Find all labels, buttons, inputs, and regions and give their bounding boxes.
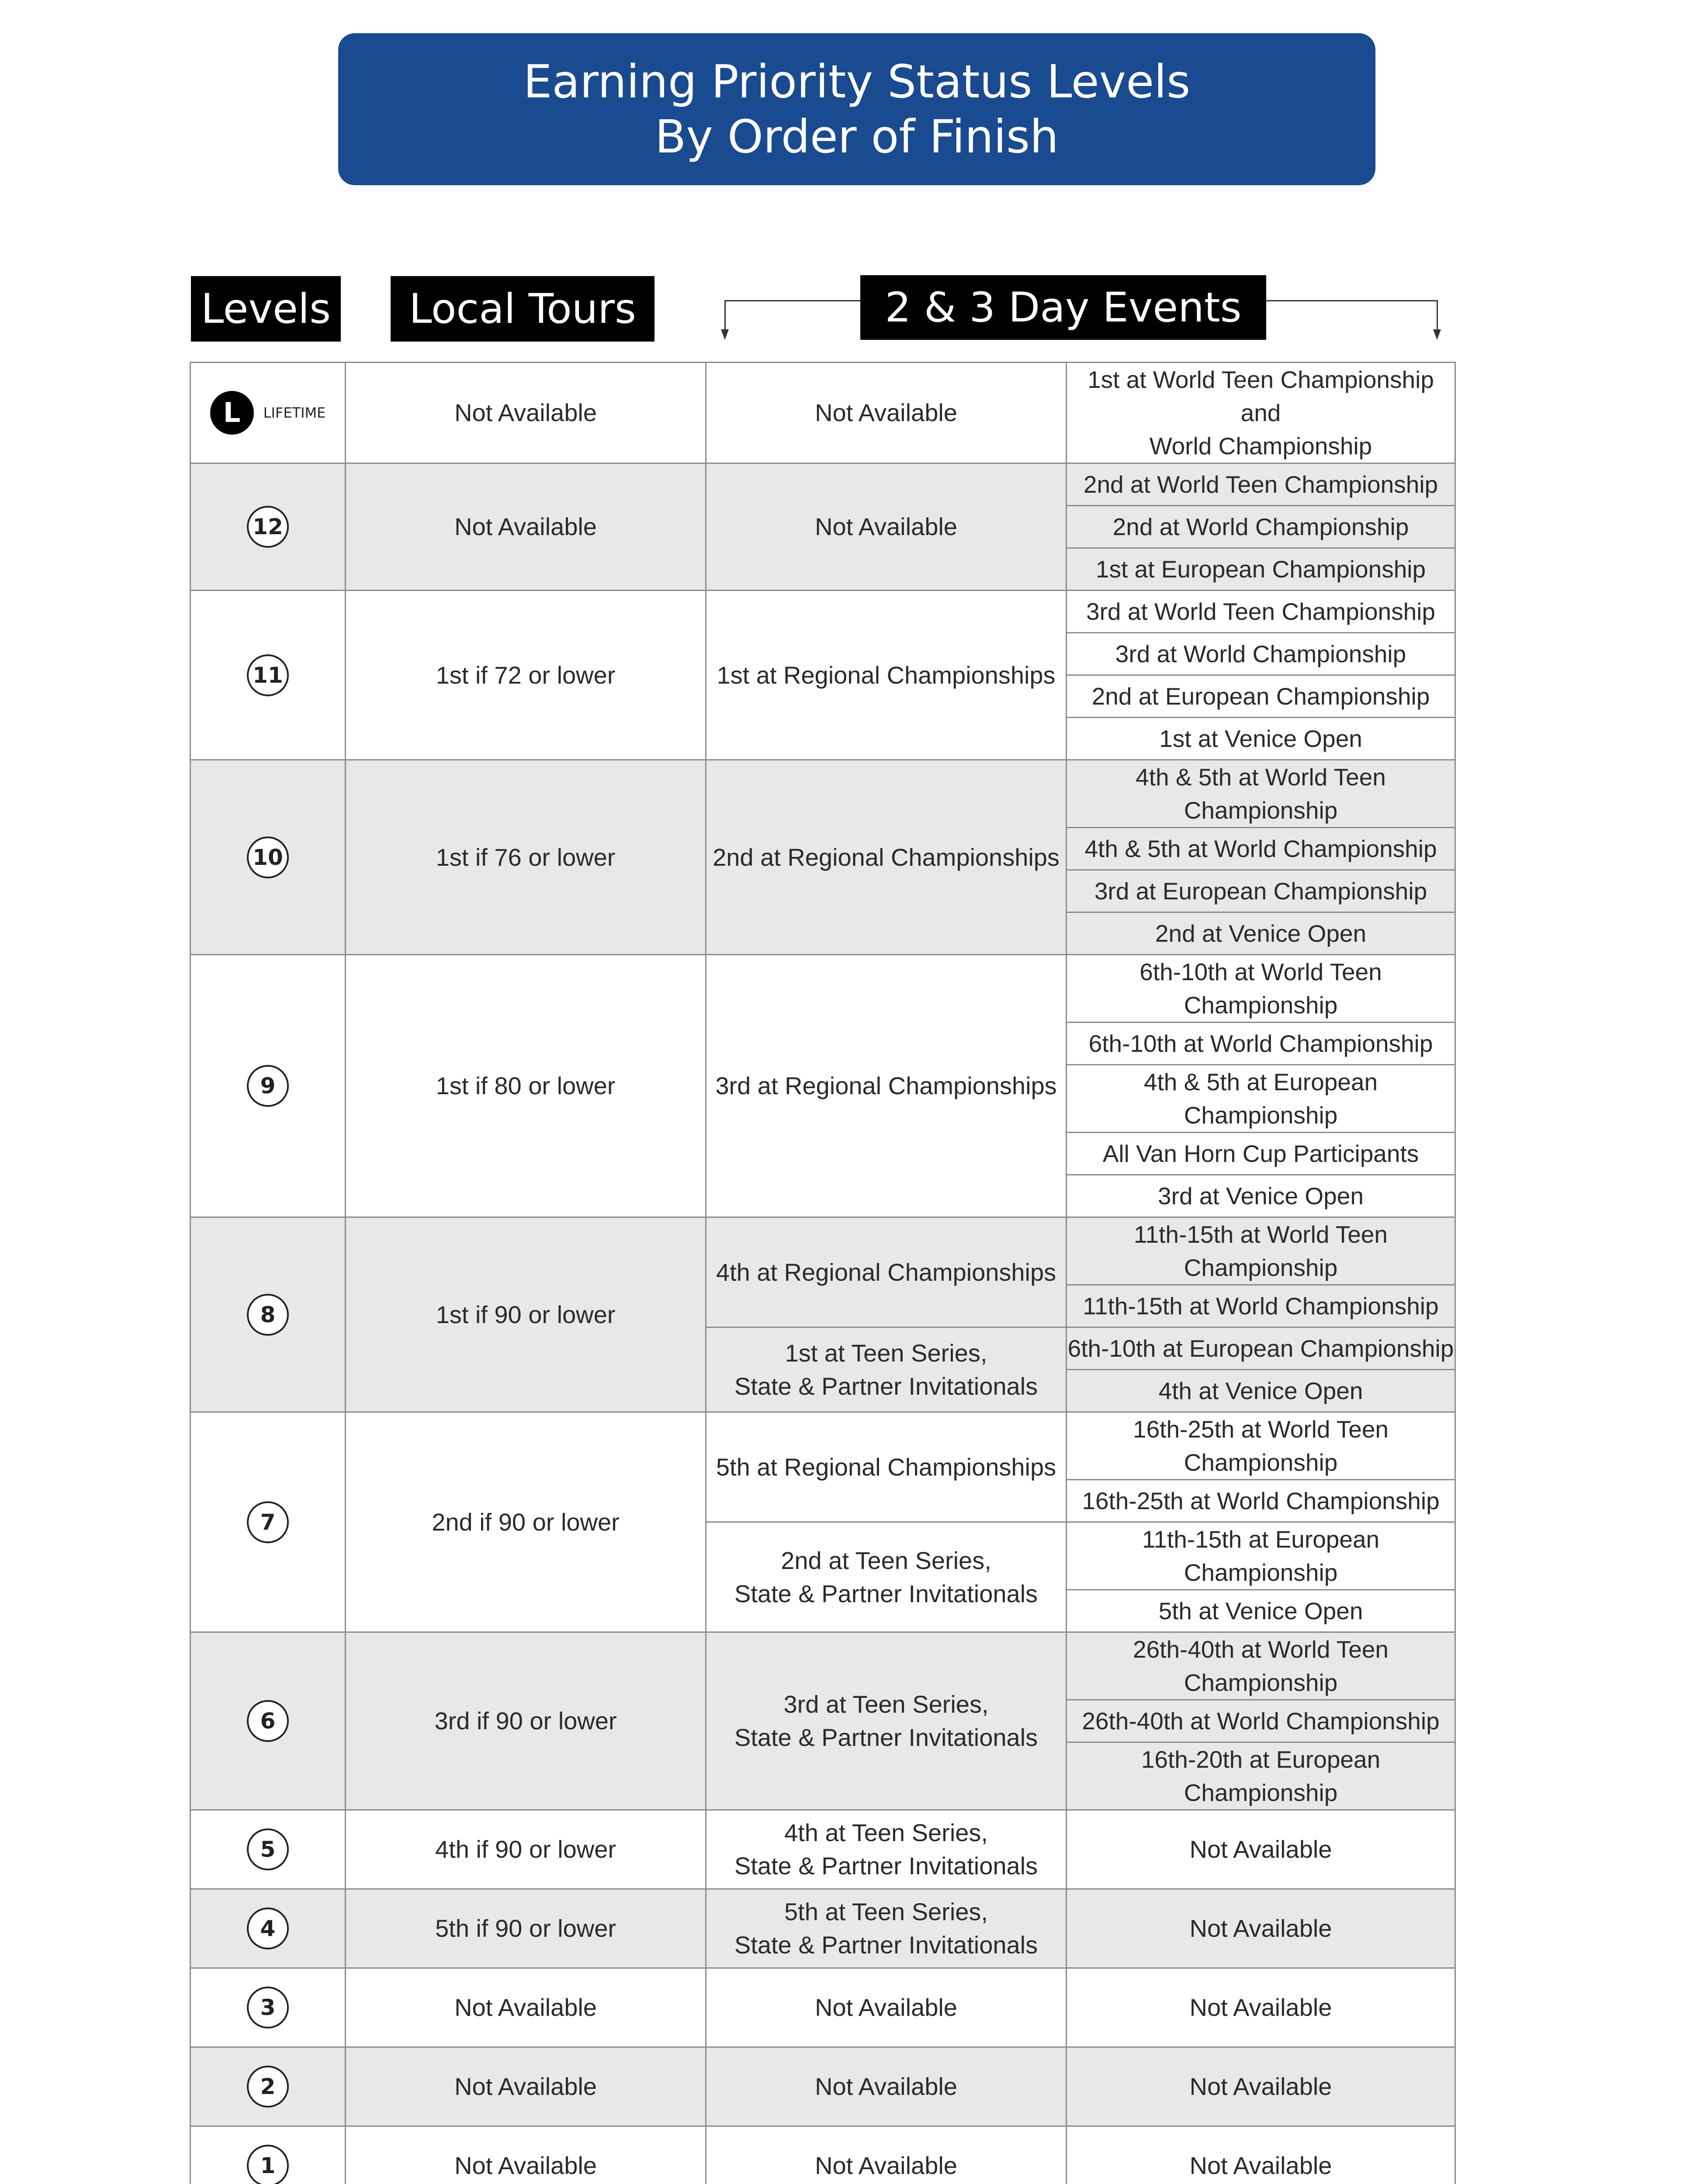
world-line: World Championship: [1067, 429, 1455, 463]
regional-cell: [706, 1810, 1067, 1889]
bracket-right-drop: [1437, 300, 1438, 330]
table-row: [190, 463, 1455, 506]
regional-cell: 3rd at Regional Championships: [706, 955, 1067, 1217]
level-cell: [190, 463, 346, 591]
priority-status-table: [190, 362, 1456, 2184]
lifetime-badge: [210, 391, 326, 435]
local-tours-cell: Not Available: [346, 363, 706, 463]
world-cell: 11th-15th at European Championship: [1067, 1522, 1455, 1590]
local-tours-cell: 3rd if 90 or lower: [346, 1632, 706, 1810]
page-title: [338, 33, 1375, 185]
world-cell: 6th-10th at European Championship: [1067, 1327, 1455, 1370]
world-cell: [1067, 363, 1455, 463]
level-cell: [190, 591, 346, 760]
table-row: [190, 1217, 1455, 1285]
local-tours-cell: 1st if 76 or lower: [346, 760, 706, 955]
regional-line: State & Partner Invitationals: [707, 1370, 1066, 1403]
world-cell: Not Available: [1067, 1810, 1455, 1889]
world-cell: 6th-10th at World Teen Championship: [1067, 955, 1455, 1023]
regional-line: State & Partner Invitationals: [707, 1721, 1066, 1754]
world-cell: Not Available: [1067, 1889, 1455, 1968]
local-tours-cell: 2nd if 90 or lower: [346, 1412, 706, 1632]
level-2-icon: 2: [247, 2066, 289, 2108]
world-line: 1st at World Teen Championship and: [1067, 363, 1455, 429]
regional-line: State & Partner Invitationals: [707, 1577, 1066, 1610]
local-tours-cell: 1st if 80 or lower: [346, 955, 706, 1217]
world-cell: 3rd at World Championship: [1067, 633, 1455, 675]
regional-cell: 1st at Regional Championships: [706, 591, 1067, 760]
world-cell: 26th-40th at World Teen Championship: [1067, 1632, 1455, 1700]
level-cell: [190, 955, 346, 1217]
regional-cell: Not Available: [706, 2047, 1067, 2126]
table-row: [190, 1412, 1455, 1480]
level-cell: [190, 1632, 346, 1810]
table-row: [190, 955, 1455, 1023]
world-cell: 16th-20th at European Championship: [1067, 1742, 1455, 1810]
world-cell: 4th & 5th at World Teen Championship: [1067, 760, 1455, 828]
header-local-tours: Local Tours: [391, 276, 655, 342]
level-3-icon: 3: [247, 1987, 289, 2028]
level-cell: [190, 1889, 346, 1968]
regional-cell: Not Available: [706, 2126, 1067, 2184]
local-tours-cell: Not Available: [346, 2126, 706, 2184]
lifetime-label: LIFETIME: [263, 396, 326, 429]
regional-line: 2nd at Teen Series,: [707, 1544, 1066, 1577]
regional-line: 5th at Teen Series,: [707, 1895, 1066, 1928]
regional-line: 3rd at Teen Series,: [707, 1688, 1066, 1721]
title-line-2: By Order of Finish: [338, 109, 1375, 164]
table-row: [190, 1889, 1455, 1968]
table-row: [190, 2047, 1455, 2126]
world-cell: 11th-15th at World Championship: [1067, 1285, 1455, 1327]
header-events: 2 & 3 Day Events: [860, 275, 1266, 340]
world-cell: 4th & 5th at World Championship: [1067, 828, 1455, 870]
bracket-right-line: [1266, 300, 1437, 301]
world-cell: 1st at European Championship: [1067, 548, 1455, 591]
world-cell: 16th-25th at World Championship: [1067, 1480, 1455, 1522]
bracket-left-line: [724, 300, 860, 301]
local-tours-cell: Not Available: [346, 463, 706, 591]
bracket-left-drop: [724, 300, 726, 330]
bracket-right-arrow-icon: [1433, 329, 1441, 340]
world-cell: 2nd at European Championship: [1067, 675, 1455, 718]
level-1-icon: 1: [247, 2145, 289, 2184]
world-cell: 3rd at Venice Open: [1067, 1175, 1455, 1217]
world-cell: Not Available: [1067, 2126, 1455, 2184]
world-cell: 16th-25th at World Teen Championship: [1067, 1412, 1455, 1480]
world-cell: 3rd at European Championship: [1067, 870, 1455, 912]
level-9-icon: 9: [247, 1065, 289, 1107]
table-row: [190, 1968, 1455, 2047]
regional-line: 1st at Teen Series,: [707, 1337, 1066, 1370]
level-6-icon: 6: [247, 1700, 289, 1742]
level-5-icon: 5: [247, 1828, 289, 1870]
world-cell: 3rd at World Teen Championship: [1067, 591, 1455, 633]
world-cell: 6th-10th at World Championship: [1067, 1023, 1455, 1065]
level-cell: [190, 760, 346, 955]
title-line-1: Earning Priority Status Levels: [338, 54, 1375, 109]
regional-line: State & Partner Invitationals: [707, 1928, 1066, 1962]
table-row: [190, 1632, 1455, 1700]
level-cell: [190, 1217, 346, 1412]
header-levels: Levels: [191, 276, 341, 342]
local-tours-cell: 1st if 72 or lower: [346, 591, 706, 760]
world-cell: 1st at Venice Open: [1067, 718, 1455, 760]
regional-cell: [706, 1632, 1067, 1810]
regional-cell: Not Available: [706, 363, 1067, 463]
regional-cell: [706, 1522, 1067, 1632]
world-cell: 2nd at World Championship: [1067, 506, 1455, 548]
level-11-icon: 11: [247, 654, 289, 696]
world-cell: 11th-15th at World Teen Championship: [1067, 1217, 1455, 1285]
local-tours-cell: Not Available: [346, 1968, 706, 2047]
world-cell: 4th & 5th at European Championship: [1067, 1065, 1455, 1133]
table-row: [190, 1810, 1455, 1889]
regional-cell: [706, 1327, 1067, 1412]
level-cell: [190, 2126, 346, 2184]
level-4-icon: 4: [247, 1908, 289, 1949]
world-cell: 2nd at World Teen Championship: [1067, 463, 1455, 506]
world-cell: Not Available: [1067, 2047, 1455, 2126]
regional-cell: [706, 1889, 1067, 1968]
level-7-icon: 7: [247, 1501, 289, 1543]
level-10-icon: 10: [247, 836, 289, 878]
level-cell: [190, 2047, 346, 2126]
regional-line: 4th at Teen Series,: [707, 1816, 1066, 1849]
regional-cell: Not Available: [706, 1968, 1067, 2047]
regional-line: State & Partner Invitationals: [707, 1849, 1066, 1883]
level-cell: [190, 1412, 346, 1632]
regional-cell: 4th at Regional Championships: [706, 1217, 1067, 1327]
level-12-icon: 12: [247, 506, 289, 548]
level-cell: [190, 1810, 346, 1889]
table-row: [190, 591, 1455, 633]
world-cell: 5th at Venice Open: [1067, 1590, 1455, 1632]
bracket-left-arrow-icon: [721, 329, 729, 340]
level-cell: [190, 363, 346, 463]
level-8-icon: 8: [247, 1294, 289, 1336]
world-cell: Not Available: [1067, 1968, 1455, 2047]
world-cell: 2nd at Venice Open: [1067, 912, 1455, 955]
lifetime-l-icon: L: [210, 391, 254, 435]
table-row: [190, 363, 1455, 463]
regional-cell: Not Available: [706, 463, 1067, 591]
level-cell: [190, 1968, 346, 2047]
local-tours-cell: 5th if 90 or lower: [346, 1889, 706, 1968]
regional-cell: 5th at Regional Championships: [706, 1412, 1067, 1522]
world-cell: All Van Horn Cup Participants: [1067, 1133, 1455, 1175]
table-row: [190, 760, 1455, 828]
regional-cell: 2nd at Regional Championships: [706, 760, 1067, 955]
local-tours-cell: 1st if 90 or lower: [346, 1217, 706, 1412]
local-tours-cell: Not Available: [346, 2047, 706, 2126]
world-cell: 26th-40th at World Championship: [1067, 1700, 1455, 1742]
table-row: [190, 2126, 1455, 2184]
world-cell: 4th at Venice Open: [1067, 1370, 1455, 1412]
local-tours-cell: 4th if 90 or lower: [346, 1810, 706, 1889]
